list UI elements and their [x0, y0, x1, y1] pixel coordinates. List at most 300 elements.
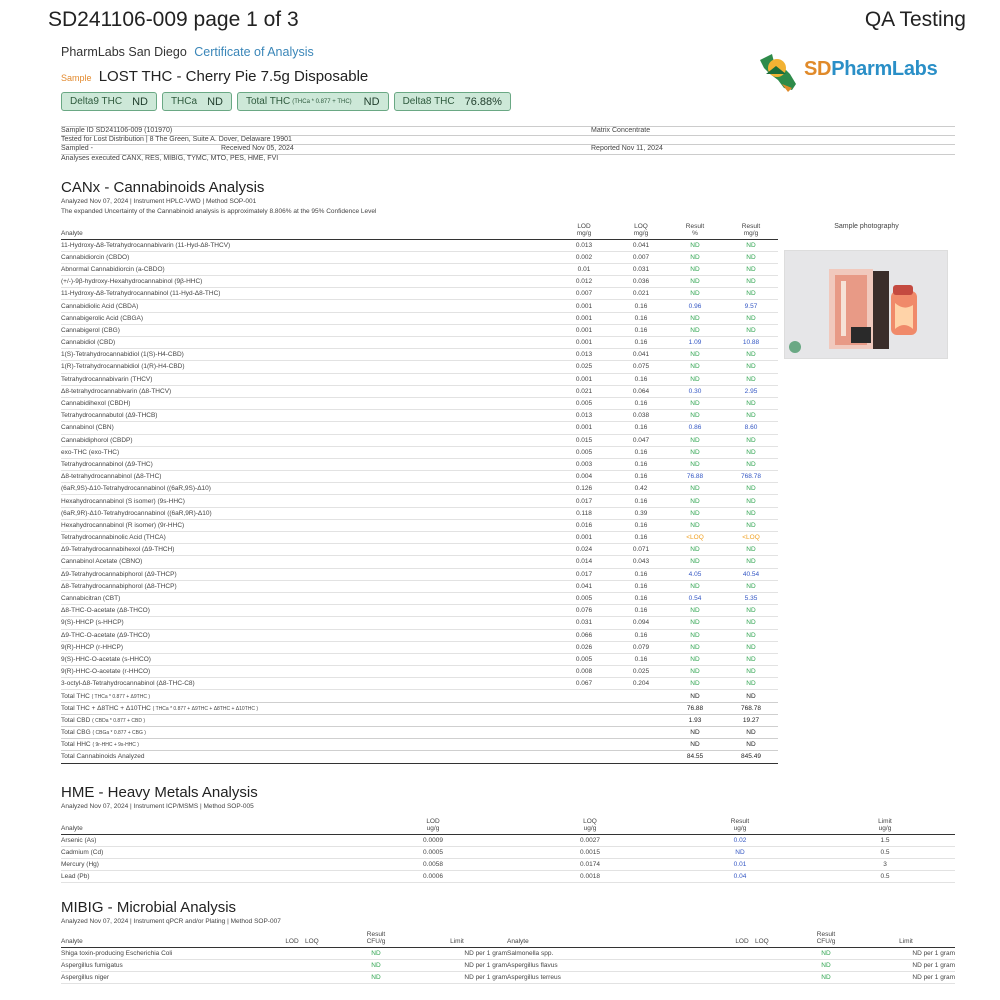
lod-cell: 0.005	[552, 446, 616, 458]
lod-cell: 0.021	[552, 385, 616, 397]
table-row	[61, 471, 778, 483]
table-row	[61, 373, 778, 385]
analyte-cell: exo-THC (exo-THC)	[61, 446, 552, 458]
lod-cell: 0.126	[552, 483, 616, 495]
total-pct-cell: 76.88	[666, 702, 724, 714]
lod-cell: 0.017	[552, 568, 616, 580]
limit-cell-2: ND per 1 gram	[857, 947, 955, 959]
result-mg-cell: ND	[724, 373, 778, 385]
table-row	[61, 495, 778, 507]
table-row	[61, 288, 778, 300]
analyte-cell: Hexahydrocannabinol (S isomer) (9s-HHC)	[61, 495, 552, 507]
result-pct-cell: ND	[666, 349, 724, 361]
result-mg-cell: 2.95	[724, 385, 778, 397]
total-label: Total THC + Δ8THC + Δ10THC	[61, 704, 151, 712]
analyte-cell: Tetrahydrocannabutol (Δ9-THCB)	[61, 410, 552, 422]
lod-cell: 0.066	[552, 629, 616, 641]
col-analyte: Analyte	[61, 815, 351, 834]
col-result-2: Result CFU/g	[795, 928, 857, 947]
empty-cell	[552, 739, 616, 751]
total-label: Total CBG	[61, 729, 91, 737]
table-row	[61, 276, 778, 288]
total-formula: ( THCa * 0.877 + Δ9THC + Δ8THC + Δ10THC )	[152, 705, 259, 712]
result-pct-cell: 0.30	[666, 385, 724, 397]
result-mg-cell: ND	[724, 580, 778, 592]
result-cell-2: ND	[795, 959, 857, 971]
analyte-cell: Mercury (Hg)	[61, 858, 351, 870]
col-lod: LOD ug/g	[351, 815, 515, 834]
analyte-cell-2: Aspergillus terreus	[507, 971, 729, 983]
lod-cell: 0.0006	[351, 871, 515, 883]
analyte-cell: (6aR,9S)-Δ10-Tetrahydrocannabinol ((6aR,9S)-Δ10)	[61, 483, 552, 495]
lod-cell	[279, 959, 305, 971]
loq-cell: 0.094	[616, 617, 666, 629]
analyte-cell: Δ8-tetrahydrocannabinol (Δ8-THC)	[61, 471, 552, 483]
analyte-cell: 11-Hydroxy-Δ8-Tetrahydrocannabinol (11-Hyd-Δ8-THC)	[61, 288, 552, 300]
total-formula: ( 9r-HHC + 9s-HHC )	[92, 742, 139, 749]
result-mg-cell: ND	[724, 641, 778, 653]
top-bar	[48, 8, 966, 34]
meta-reported: Reported Nov 11, 2024	[591, 145, 663, 153]
badge-value: ND	[207, 95, 223, 108]
result-pct-cell: ND	[666, 276, 724, 288]
result-pct-cell: 1.09	[666, 337, 724, 349]
analyte-cell: Tetrahydrocannabivarin (THCV)	[61, 373, 552, 385]
table-row	[61, 834, 955, 846]
loq-cell-2	[755, 959, 795, 971]
loq-cell: 0.036	[616, 276, 666, 288]
lod-cell-2	[729, 959, 755, 971]
analyte-cell: Cannabidiorcin (CBDO)	[61, 251, 552, 263]
lod-cell: 0.024	[552, 544, 616, 556]
loq-cell: 0.038	[616, 410, 666, 422]
lod-cell: 0.013	[552, 239, 616, 251]
result-pct-cell: 76.88	[666, 471, 724, 483]
total-mg-cell: ND	[724, 690, 778, 702]
table-row	[61, 605, 778, 617]
limit-cell: 0.5	[815, 871, 955, 883]
limit-cell: ND per 1 gram	[407, 959, 507, 971]
analyte-cell: Δ9-Tetrahydrocannabihexol (Δ9-THCH)	[61, 544, 552, 556]
analyte-cell: Arsenic (As)	[61, 834, 351, 846]
result-pct-cell: ND	[666, 629, 724, 641]
analyte-cell: 9(S)-HHC-O-acetate (s-HHCO)	[61, 653, 552, 665]
col-lod: LOD	[279, 928, 305, 947]
lod-cell: 0.001	[552, 337, 616, 349]
table-row	[61, 239, 778, 251]
total-label-cell	[61, 702, 552, 714]
table-row	[61, 300, 778, 312]
lod-cell: 0.076	[552, 605, 616, 617]
lod-cell: 0.067	[552, 678, 616, 690]
loq-cell: 0.16	[616, 397, 666, 409]
lod-cell: 0.025	[552, 361, 616, 373]
lod-cell: 0.007	[552, 288, 616, 300]
table-row	[61, 580, 778, 592]
result-pct-cell: ND	[666, 397, 724, 409]
coa-title: Certificate of Analysis	[194, 45, 314, 59]
table-row	[61, 678, 778, 690]
total-row	[61, 702, 778, 714]
result-mg-cell: ND	[724, 361, 778, 373]
california-emblem-icon	[752, 44, 804, 96]
lod-cell: 0.017	[552, 495, 616, 507]
result-mg-cell: ND	[724, 239, 778, 251]
result-pct-cell: ND	[666, 544, 724, 556]
table-row	[61, 544, 778, 556]
col-result-mg: Result mg/g	[724, 220, 778, 239]
result-mg-cell: ND	[724, 458, 778, 470]
table-row	[61, 971, 955, 983]
table-row	[61, 251, 778, 263]
result-pct-cell: ND	[666, 373, 724, 385]
result-mg-cell: ND	[724, 324, 778, 336]
lod-cell: 0.118	[552, 507, 616, 519]
empty-cell	[616, 690, 666, 702]
loq-cell: 0.16	[616, 592, 666, 604]
empty-cell	[616, 714, 666, 726]
result-mg-cell: <LOQ	[724, 532, 778, 544]
table-row	[61, 858, 955, 870]
loq-cell: 0.16	[616, 532, 666, 544]
result-pct-cell: ND	[666, 666, 724, 678]
loq-cell: 0.079	[616, 641, 666, 653]
total-mg-cell: 768.78	[724, 702, 778, 714]
badge-delta9	[61, 92, 157, 111]
result-mg-cell: ND	[724, 251, 778, 263]
loq-cell-2	[755, 971, 795, 983]
hme-title: HME - Heavy Metals Analysis	[61, 784, 258, 801]
analyte-cell: Cadmium (Cd)	[61, 846, 351, 858]
lod-cell: 0.041	[552, 580, 616, 592]
total-label: Total Cannabinoids Analyzed	[61, 753, 145, 761]
table-row	[61, 422, 778, 434]
empty-cell	[552, 690, 616, 702]
col-lod: LOD mg/g	[552, 220, 616, 239]
result-mg-cell: ND	[724, 653, 778, 665]
result-cell: 0.04	[665, 871, 815, 883]
lod-cell-2	[729, 947, 755, 959]
analyte-cell: 3-octyl-Δ8-Tetrahydrocannabinol (Δ8-THC-C8)	[61, 678, 552, 690]
total-mg-cell: 19.27	[724, 714, 778, 726]
result-pct-cell: ND	[666, 617, 724, 629]
table-row	[61, 324, 778, 336]
result-mg-cell: 5.35	[724, 592, 778, 604]
result-pct-cell: ND	[666, 507, 724, 519]
table-row	[61, 592, 778, 604]
total-mg-cell: 845.49	[724, 751, 778, 763]
lod-cell: 0.013	[552, 410, 616, 422]
loq-cell: 0.16	[616, 471, 666, 483]
lod-cell: 0.004	[552, 471, 616, 483]
table-row	[61, 263, 778, 275]
badge-label: Delta8 THC	[402, 96, 455, 107]
lod-cell	[279, 971, 305, 983]
badge-thca	[162, 92, 232, 111]
meta-analyses: Analyses executed CANX, RES, MIBIG, TYMC, MTO, PES, HME, FVI	[61, 154, 279, 162]
sample-metadata	[61, 126, 955, 163]
table-row	[61, 519, 778, 531]
lod-cell: 0.014	[552, 556, 616, 568]
loq-cell: 0.041	[616, 239, 666, 251]
lod-cell: 0.003	[552, 458, 616, 470]
loq-cell: 0.16	[616, 580, 666, 592]
result-mg-cell: ND	[724, 507, 778, 519]
analyte-cell: Cannabidiphorol (CBDP)	[61, 434, 552, 446]
result-pct-cell: ND	[666, 483, 724, 495]
analyte-cell: Δ8-THC-O-acetate (Δ8-THCO)	[61, 605, 552, 617]
col-limit: Limit	[407, 928, 507, 947]
total-label-cell	[61, 739, 552, 751]
lod-cell: 0.005	[552, 592, 616, 604]
result-pct-cell: ND	[666, 263, 724, 275]
loq-cell: 0.16	[616, 495, 666, 507]
result-pct-cell: 0.54	[666, 592, 724, 604]
lod-cell: 0.001	[552, 373, 616, 385]
limit-cell: 0.5	[815, 846, 955, 858]
result-pct-cell: ND	[666, 678, 724, 690]
loq-cell: 0.16	[616, 519, 666, 531]
empty-cell	[616, 727, 666, 739]
total-row	[61, 751, 778, 763]
lod-cell: 0.005	[552, 653, 616, 665]
limit-cell: ND per 1 gram	[407, 971, 507, 983]
lod-cell: 0.015	[552, 434, 616, 446]
result-cell-2: ND	[795, 947, 857, 959]
result-mg-cell: ND	[724, 446, 778, 458]
loq-cell: 0.043	[616, 556, 666, 568]
table-row	[61, 483, 778, 495]
table-row	[61, 312, 778, 324]
result-mg-cell: ND	[724, 495, 778, 507]
result-mg-cell: ND	[724, 276, 778, 288]
table-row	[61, 361, 778, 373]
analyte-cell: Cannabigerolic Acid (CBGA)	[61, 312, 552, 324]
loq-cell: 0.42	[616, 483, 666, 495]
limit-cell: ND per 1 gram	[407, 947, 507, 959]
col-loq-2: LOQ	[755, 928, 795, 947]
result-pct-cell: ND	[666, 653, 724, 665]
meta-tested-for: Tested for Lost Distribution | 8 The Green, Suite A. Dover, Delaware 19901	[61, 136, 292, 144]
result-mg-cell: ND	[724, 666, 778, 678]
table-row	[61, 410, 778, 422]
lod-cell	[279, 947, 305, 959]
product-name: LOST THC - Cherry Pie 7.5g Disposable	[98, 68, 369, 85]
result-mg-cell: ND	[724, 629, 778, 641]
analyte-cell: Δ8-Tetrahydrocannabiphorol (Δ8-THCP)	[61, 580, 552, 592]
empty-cell	[552, 751, 616, 763]
lod-cell: 0.0005	[351, 846, 515, 858]
table-row	[61, 556, 778, 568]
badge-label: THCa	[170, 96, 198, 107]
canx-uncertainty: The expanded Uncertainty of the Cannabinoid analysis is approximately 8.806% at the 95% Confidence Level	[61, 208, 377, 215]
meta-sample-id: Sample ID SD241106-009 (101970) Matrix Concentrate	[61, 127, 651, 134]
table-row	[61, 617, 778, 629]
table-row	[61, 653, 778, 665]
lab-name: PharmLabs San Diego	[61, 45, 187, 59]
meta-received: Received Nov 05, 2024	[221, 145, 294, 153]
result-pct-cell: ND	[666, 324, 724, 336]
result-cell: ND	[345, 947, 407, 959]
table-row	[61, 434, 778, 446]
result-mg-cell: ND	[724, 519, 778, 531]
meta-dates: Sampled - Received Nov 05, 2024 Reported Nov 11, 2024	[61, 145, 663, 153]
result-cell-2: ND	[795, 971, 857, 983]
result-mg-cell: ND	[724, 410, 778, 422]
result-mg-cell: ND	[724, 544, 778, 556]
loq-cell: 0.16	[616, 568, 666, 580]
col-loq: LOQ ug/g	[515, 815, 665, 834]
badge-label: Total THC	[245, 96, 291, 107]
table-row	[61, 947, 955, 959]
analyte-cell: 1(R)-Tetrahydrocannabidiol (1(R)-H4-CBD)	[61, 361, 552, 373]
empty-cell	[552, 714, 616, 726]
table-row	[61, 629, 778, 641]
result-mg-cell: ND	[724, 483, 778, 495]
mibig-info: Analyzed Nov 07, 2024 | Instrument qPCR and/or Plating | Method SOP-007	[61, 918, 281, 925]
analyte-cell: Aspergillus fumigatus	[61, 959, 279, 971]
result-cell: 0.02	[665, 834, 815, 846]
result-mg-cell: ND	[724, 288, 778, 300]
result-pct-cell: ND	[666, 361, 724, 373]
sample-line	[61, 68, 368, 85]
table-row	[61, 959, 955, 971]
loq-cell: 0.16	[616, 422, 666, 434]
total-mg-cell: ND	[724, 727, 778, 739]
canx-title: CANx - Cannabinoids Analysis	[61, 179, 265, 196]
total-pct-cell: 1.93	[666, 714, 724, 726]
analyte-cell: Cannabinol Acetate (CBNO)	[61, 556, 552, 568]
loq-cell	[305, 971, 345, 983]
analyte-cell: Cannabidiol (CBD)	[61, 337, 552, 349]
result-pct-cell: ND	[666, 446, 724, 458]
result-pct-cell: ND	[666, 410, 724, 422]
table-row	[61, 568, 778, 580]
lod-cell: 0.001	[552, 532, 616, 544]
loq-cell: 0.047	[616, 434, 666, 446]
analyte-cell: Δ9-THC-O-acetate (Δ9-THCO)	[61, 629, 552, 641]
result-pct-cell: ND	[666, 312, 724, 324]
analyte-cell: Tetrahydrocannabinolic Acid (THCA)	[61, 532, 552, 544]
result-pct-cell: ND	[666, 434, 724, 446]
loq-cell: 0.041	[616, 349, 666, 361]
loq-cell	[305, 959, 345, 971]
analyte-cell: Cannabinol (CBN)	[61, 422, 552, 434]
heavy-metals-table	[61, 815, 955, 883]
empty-cell	[616, 739, 666, 751]
result-mg-cell: ND	[724, 617, 778, 629]
lod-cell: 0.001	[552, 422, 616, 434]
lod-cell: 0.005	[552, 397, 616, 409]
total-label-cell	[61, 690, 552, 702]
result-pct-cell: ND	[666, 605, 724, 617]
microbial-table	[61, 928, 955, 984]
total-pct-cell: ND	[666, 727, 724, 739]
limit-cell: 1.5	[815, 834, 955, 846]
table-row	[61, 446, 778, 458]
loq-cell: 0.16	[616, 629, 666, 641]
total-row	[61, 739, 778, 751]
badge-value: ND	[363, 95, 380, 108]
result-mg-cell: ND	[724, 605, 778, 617]
loq-cell: 0.0027	[515, 834, 665, 846]
total-formula: ( CBDa * 0.877 + CBD )	[92, 717, 146, 724]
cannabinoids-table	[61, 220, 778, 764]
analyte-cell: 1(S)-Tetrahydrocannabidiol (1(S)-H4-CBD)	[61, 349, 552, 361]
result-pct-cell: 0.96	[666, 300, 724, 312]
meta-matrix: Matrix Concentrate	[591, 127, 651, 134]
limit-cell: 3	[815, 858, 955, 870]
analyte-cell: 9(R)-HHCP (r-HHCP)	[61, 641, 552, 653]
analyte-cell: Cannabicitran (CBT)	[61, 592, 552, 604]
badge-value: 76.88%	[464, 95, 502, 108]
limit-cell-2: ND per 1 gram	[857, 959, 955, 971]
loq-cell: 0.0174	[515, 858, 665, 870]
table-row	[61, 666, 778, 678]
result-mg-cell: 10.88	[724, 337, 778, 349]
analyte-cell: 11-Hydroxy-Δ8-Tetrahydrocannabivarin (11-Hyd-Δ8-THCV)	[61, 239, 552, 251]
loq-cell: 0.204	[616, 678, 666, 690]
lod-cell: 0.026	[552, 641, 616, 653]
col-analyte: Analyte	[61, 928, 279, 947]
col-loq: LOQ mg/g	[616, 220, 666, 239]
loq-cell: 0.0015	[515, 846, 665, 858]
total-label: Total CBD	[61, 716, 91, 724]
loq-cell: 0.075	[616, 361, 666, 373]
col-analyte-2: Analyte	[507, 928, 729, 947]
table-row	[61, 846, 955, 858]
badge-total-thc	[237, 92, 389, 111]
lod-cell: 0.0009	[351, 834, 515, 846]
loq-cell: 0.007	[616, 251, 666, 263]
total-row	[61, 714, 778, 726]
loq-cell: 0.16	[616, 312, 666, 324]
table-row	[61, 385, 778, 397]
result-pct-cell: ND	[666, 239, 724, 251]
lod-cell: 0.012	[552, 276, 616, 288]
total-row	[61, 690, 778, 702]
total-formula: ( THCa * 0.877 + Δ9THC )	[91, 693, 150, 700]
loq-cell: 0.071	[616, 544, 666, 556]
table-row	[61, 337, 778, 349]
result-mg-cell: ND	[724, 263, 778, 275]
analyte-cell: Δ9-Tetrahydrocannabiphorol (Δ9-THCP)	[61, 568, 552, 580]
col-result-pct: Result %	[666, 220, 724, 239]
lod-cell: 0.001	[552, 300, 616, 312]
analyte-cell: (6aR,9R)-Δ10-Tetrahydrocannabinol ((6aR,9R)-Δ10)	[61, 507, 552, 519]
total-label: Total THC	[61, 692, 90, 700]
analyte-cell-2: Aspergillus flavus	[507, 959, 729, 971]
analyte-cell: Shiga toxin-producing Escherichia Coli	[61, 947, 279, 959]
lod-cell: 0.002	[552, 251, 616, 263]
loq-cell	[305, 947, 345, 959]
result-cell: ND	[665, 846, 815, 858]
loq-cell: 0.031	[616, 263, 666, 275]
loq-cell: 0.16	[616, 446, 666, 458]
result-mg-cell: ND	[724, 434, 778, 446]
loq-cell: 0.16	[616, 373, 666, 385]
loq-cell: 0.16	[616, 337, 666, 349]
lod-cell: 0.001	[552, 312, 616, 324]
empty-cell	[552, 702, 616, 714]
empty-cell	[552, 727, 616, 739]
badge-value: ND	[132, 95, 148, 108]
loq-cell: 0.16	[616, 324, 666, 336]
loq-cell: 0.16	[616, 605, 666, 617]
result-cell: 0.01	[665, 858, 815, 870]
result-pct-cell: ND	[666, 556, 724, 568]
table-row	[61, 871, 955, 883]
